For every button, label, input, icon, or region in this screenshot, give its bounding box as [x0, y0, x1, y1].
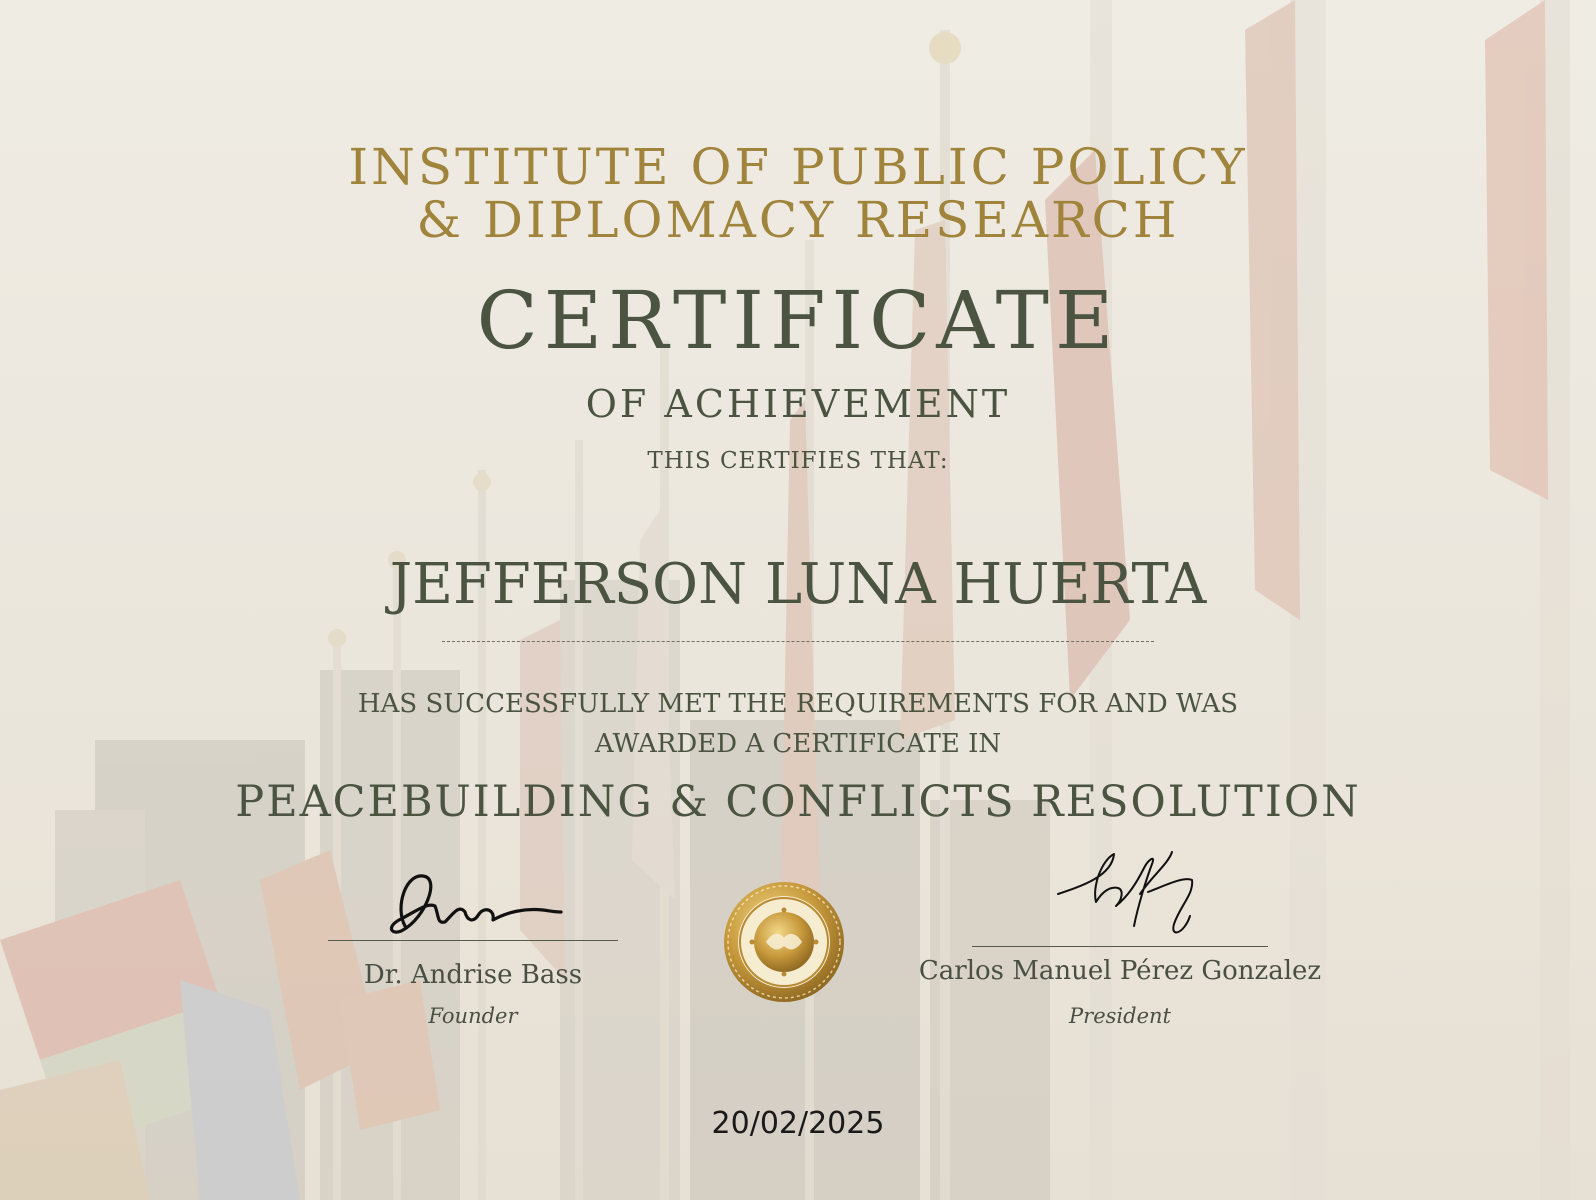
president-name: Carlos Manuel Pérez Gonzalez [918, 956, 1322, 986]
president-role: President [1069, 1004, 1171, 1028]
requirement-text-line2: AWARDED A CERTIFICATE IN [594, 729, 1002, 759]
institute-name-line2: & DIPLOMACY RESEARCH [416, 191, 1180, 249]
program-name: PEACEBUILDING & CONFLICTS RESOLUTION [235, 777, 1361, 827]
president-signature-image [1052, 846, 1212, 942]
founder-signature-line [328, 940, 618, 941]
founder-role: Founder [428, 1004, 518, 1028]
certificate-title: CERTIFICATE [476, 274, 1120, 367]
name-underline [442, 641, 1154, 642]
recipient-name: JEFFERSON LUNA HUERTA [389, 552, 1207, 617]
president-signature-line [972, 946, 1268, 947]
certificate-subtitle: OF ACHIEVEMENT [585, 382, 1011, 426]
certifies-text: THIS CERTIFIES THAT: [647, 448, 949, 474]
seal-emblem [722, 880, 846, 1004]
requirement-text-line1: HAS SUCCESSFULLY MET THE REQUIREMENTS FOR AND WAS [357, 689, 1239, 719]
founder-name: Dr. Andrise Bass [363, 960, 583, 990]
institute-name-line1: INSTITUTE OF PUBLIC POLICY [348, 138, 1248, 196]
founder-signature-image [375, 868, 575, 940]
issue-date: 20/02/2025 [711, 1106, 885, 1141]
